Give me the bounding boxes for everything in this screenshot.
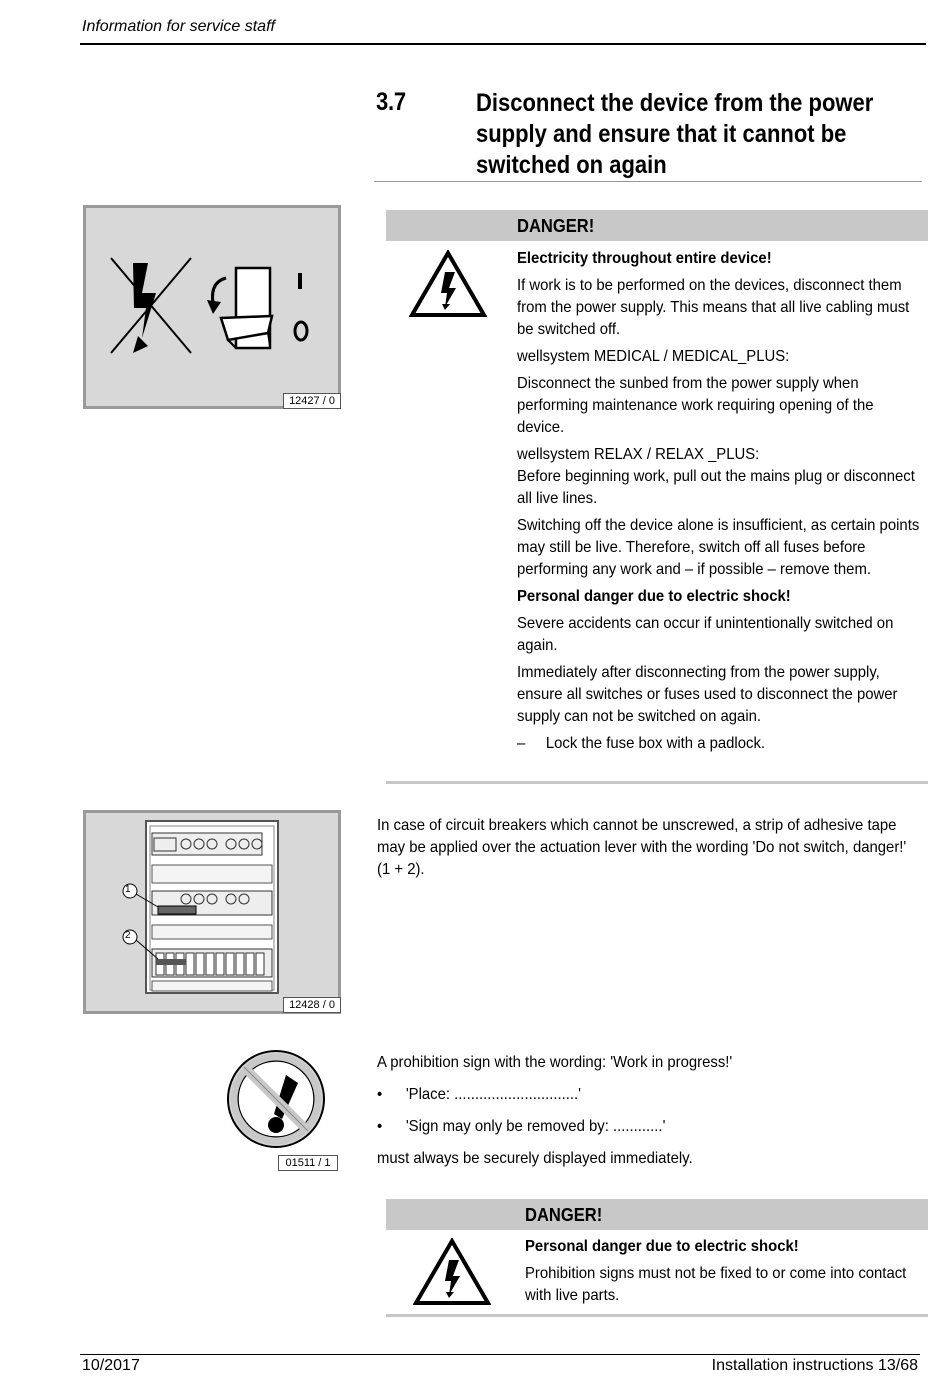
do-not-switch-on-icon [86, 208, 338, 406]
danger1-subheading: Personal danger due to electric shock! [517, 588, 791, 605]
figure-id: 12427 / 0 [283, 393, 341, 409]
high-voltage-warning-icon [409, 250, 487, 323]
section-number: 3.7 [376, 88, 406, 116]
callout-1: 1 [125, 884, 131, 895]
high-voltage-warning-icon [413, 1238, 491, 1311]
bullet-item [377, 1084, 898, 1106]
footer-date: 10/2017 [82, 1357, 140, 1374]
footer-rule [80, 1354, 920, 1355]
danger1-subheading: Electricity throughout entire device! [517, 250, 772, 267]
figure-id: 01511 / 1 [278, 1155, 338, 1171]
danger1-paragraph: Disconnect the sunbed from the power supply when performing maintenance work requiring opening of the device. [517, 375, 874, 436]
danger1-paragraph: If work is to be performed on the devices, disconnect them from the power supply. This means that all live cabling must be switched off. [517, 277, 910, 338]
figure-disconnect-switch [83, 205, 341, 409]
circuit-breaker-paragraph: In case of circuit breakers which cannot be unscrewed, a strip of adhesive tape may be applied over the actuation lever with the wording 'Do not switch, danger!' (1 + 2). [377, 817, 907, 878]
dash-item-text: Lock the fuse box with a padlock. [545, 735, 766, 752]
danger-heading-bar [386, 1199, 928, 1230]
running-header: Information for service staff [82, 18, 275, 35]
bullet-marker: • [377, 1086, 383, 1103]
danger1-paragraph: Severe accidents can occur if unintentionally switched on again. [517, 615, 894, 654]
bullet-text: 'Place: ..............................' [405, 1086, 582, 1103]
figure-id: 12428 / 0 [283, 997, 341, 1013]
dash-marker: – [517, 735, 526, 752]
section-title: Disconnect the device from the power supply and ensure that it cannot be switched on again [476, 89, 874, 179]
danger-heading: DANGER! [525, 1205, 603, 1225]
bullet-marker: • [377, 1118, 383, 1135]
lightning-icon [133, 263, 156, 338]
bullet-text: 'Sign may only be removed by: ............' [405, 1118, 666, 1135]
prohibition-outro: must always be securely displayed immediately. [377, 1150, 693, 1167]
danger-heading: DANGER! [517, 216, 595, 236]
prohibition-intro: A prohibition sign with the wording: 'Work in progress!' [377, 1054, 733, 1071]
title-rule [374, 181, 922, 182]
callout-2: 2 [125, 930, 131, 941]
danger1-paragraph: wellsystem MEDICAL / MEDICAL_PLUS: [517, 348, 790, 365]
danger2-text [525, 1236, 916, 1312]
danger-bottom-rule [386, 1314, 928, 1317]
danger2-paragraph: Prohibition signs must not be fixed to or come into contact with live parts. [525, 1265, 907, 1304]
danger1-text [517, 248, 922, 755]
danger-bottom-rule [386, 781, 928, 784]
danger-heading-bar [386, 210, 928, 241]
header-rule [80, 43, 926, 45]
footer-page-number: Installation instructions 13/68 [711, 1357, 918, 1374]
danger1-paragraph: Immediately after disconnecting from the power supply, ensure all switches or fuses used to disconnect the power supply can not be switched on again. [517, 664, 898, 725]
fuse-box-illustration [86, 813, 338, 1011]
danger1-paragraph: Before beginning work, pull out the mains plug or disconnect all live lines. [517, 468, 915, 507]
danger1-paragraph: wellsystem RELAX / RELAX _PLUS: [517, 446, 760, 463]
dash-list-item [517, 733, 922, 755]
danger1-paragraph: Switching off the device alone is insufficient, as certain points may still be live. Therefore, switch off all fuses before performing any work and – if possible – remove them. [517, 517, 920, 578]
danger2-subheading: Personal danger due to electric shock! [525, 1238, 799, 1255]
no-switching-prohibition-sign-icon [224, 1047, 328, 1156]
figure-fuse-box [83, 810, 341, 1014]
bullet-item [377, 1116, 898, 1138]
prohibition-text [377, 1052, 898, 1175]
